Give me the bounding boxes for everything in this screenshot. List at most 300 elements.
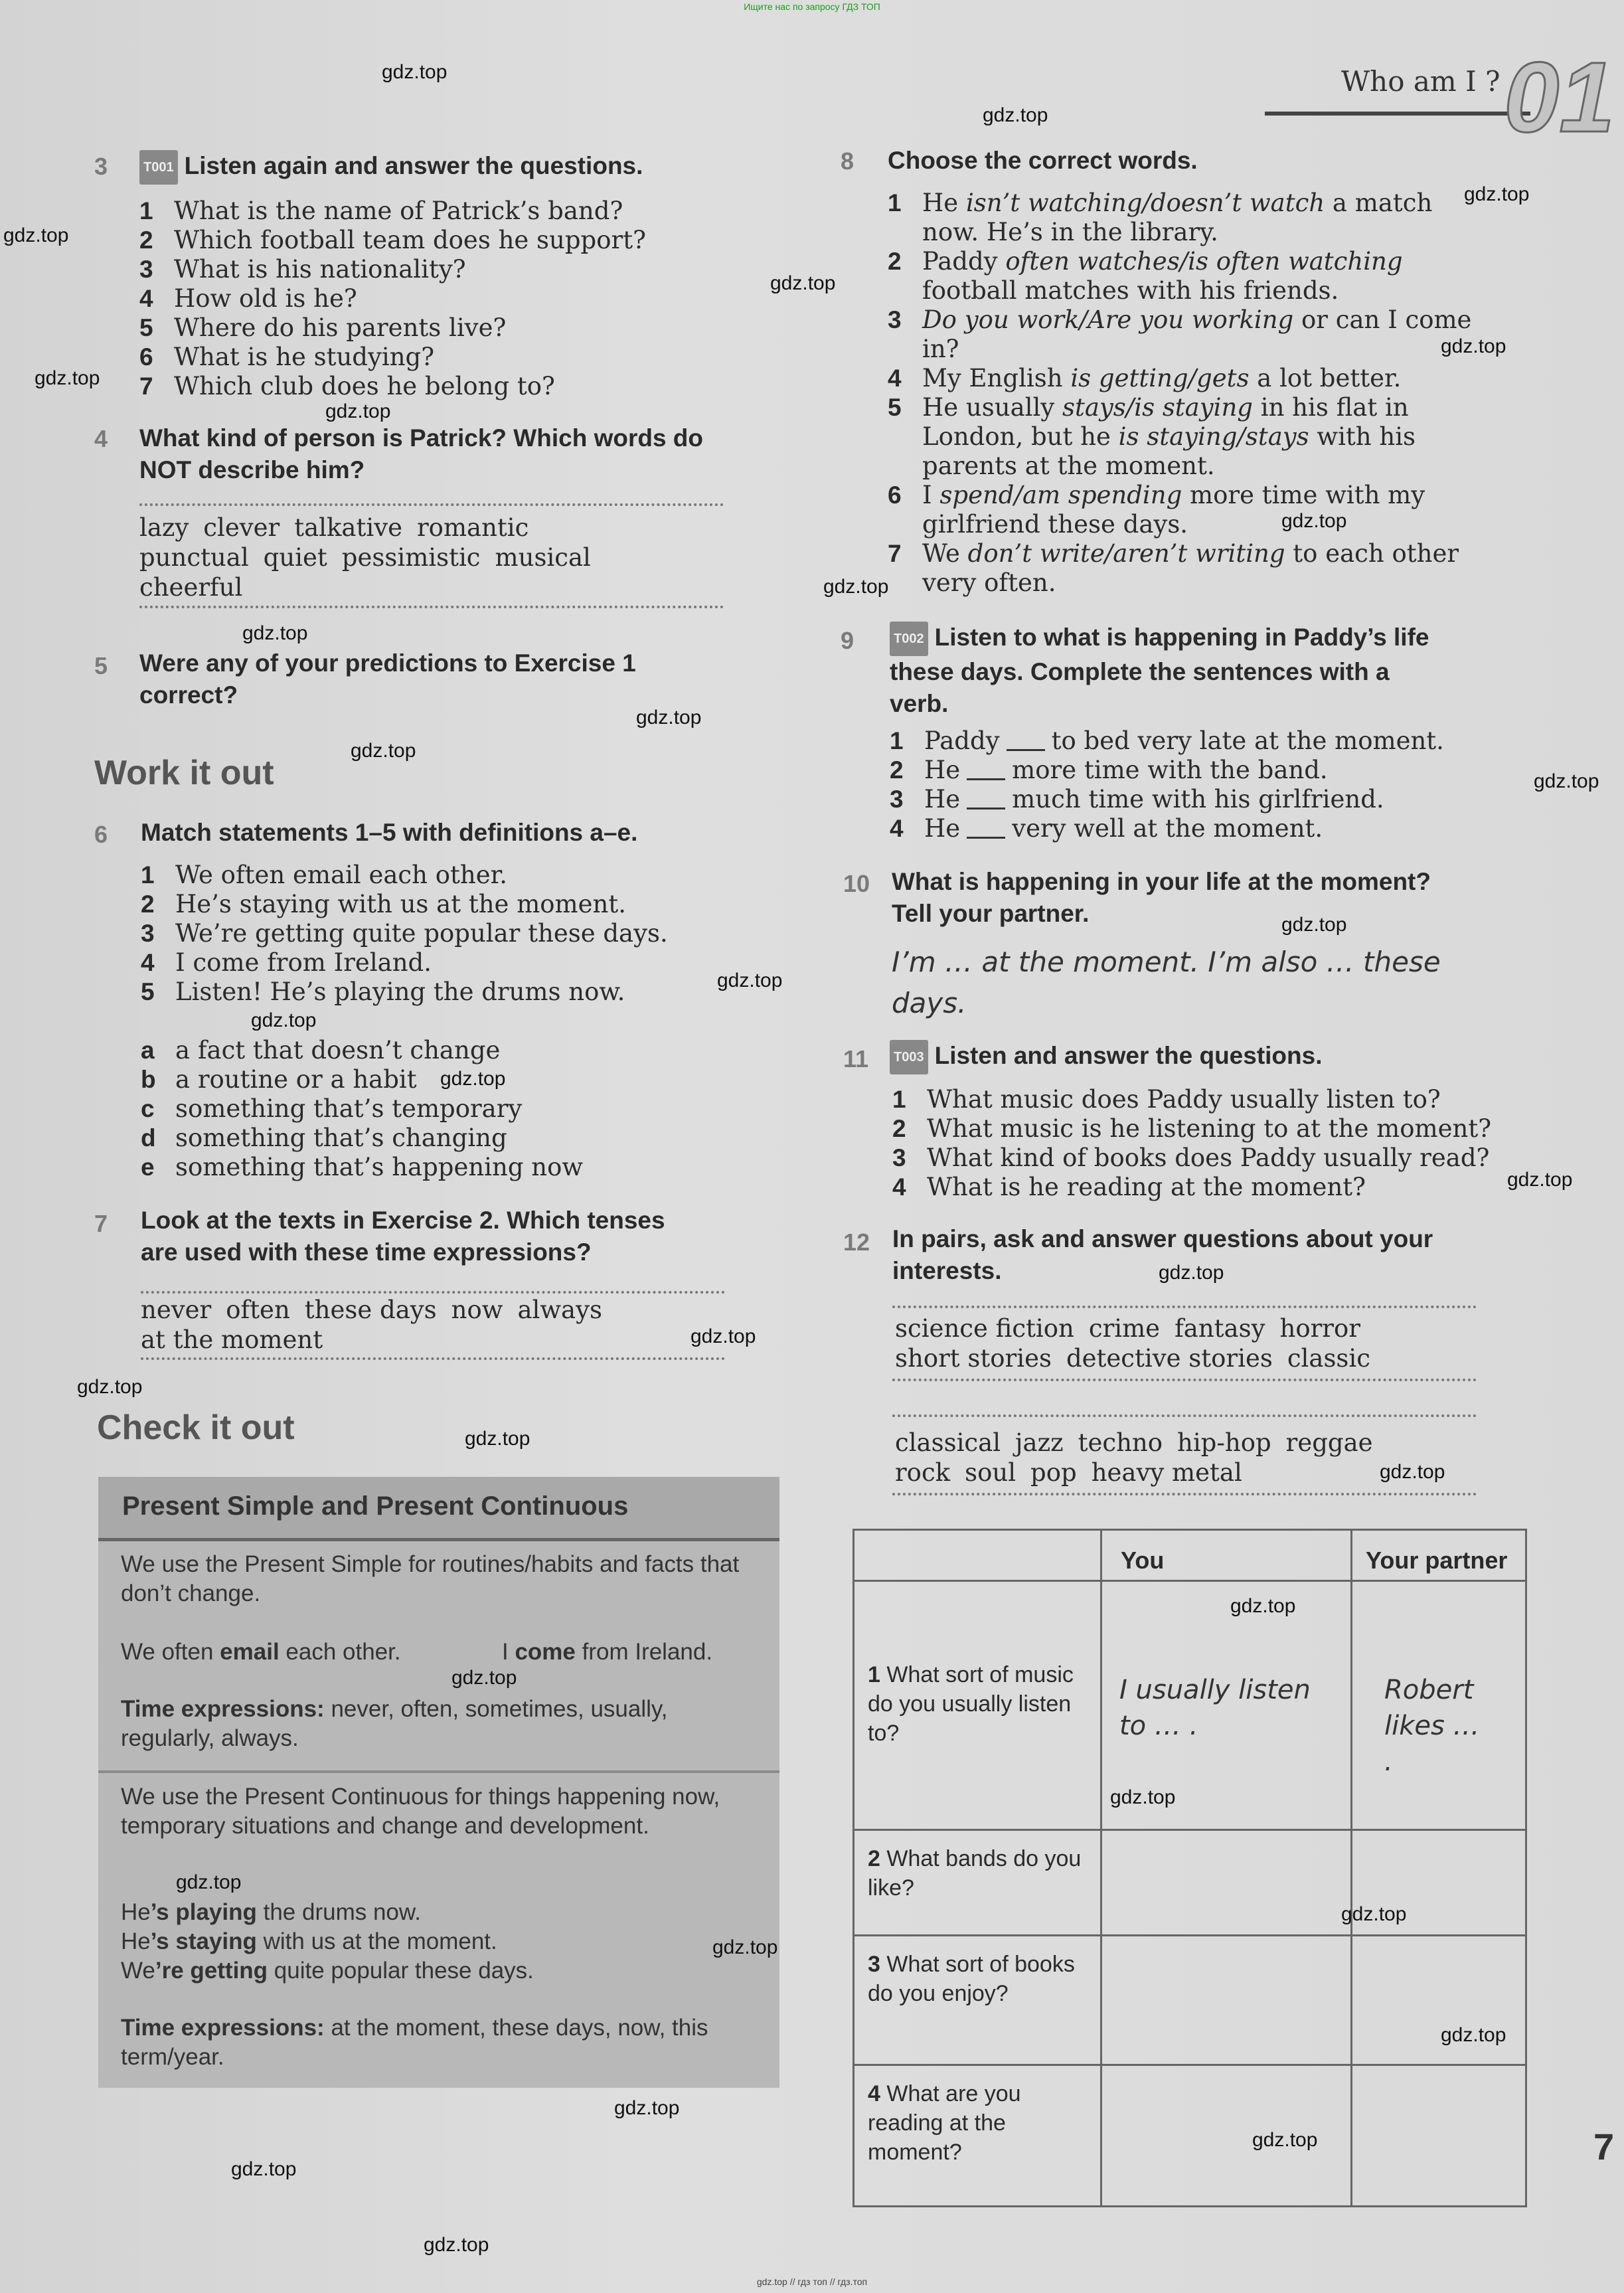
- word: reggae: [1285, 1428, 1373, 1457]
- word: musical: [495, 543, 591, 572]
- item-number: 4: [139, 285, 153, 312]
- item-number: 1: [890, 727, 904, 754]
- watermark: gdz.top: [1441, 335, 1506, 357]
- question-item: [139, 226, 777, 255]
- item-text: What kind of books does Paddy usually read?: [927, 1144, 1490, 1172]
- word-row: [895, 1343, 1493, 1373]
- ex8-number: 8: [841, 147, 854, 175]
- sentence-line: [888, 305, 1538, 335]
- item-number: 5: [139, 314, 153, 341]
- ex8-sentences: [888, 189, 1538, 598]
- item-number: 2: [890, 756, 904, 784]
- item-text: What is he studying?: [174, 343, 435, 371]
- word: heavy metal: [1091, 1458, 1242, 1487]
- text-fragment: parents at the moment.: [922, 452, 1215, 480]
- table-answer-partner[interactable]: [1352, 2065, 1526, 2207]
- ex7-number: 7: [94, 1210, 108, 1237]
- word: punctual: [139, 543, 249, 572]
- item-number: [888, 452, 922, 481]
- text-fragment: with his: [1309, 422, 1416, 451]
- word: often: [226, 1296, 290, 1324]
- word-row: [895, 1428, 1493, 1458]
- item-text: What is the name of Patrick’s band?: [174, 197, 623, 225]
- watermark: gdz.top: [424, 2234, 489, 2256]
- choice-options[interactable]: spend/am spending: [939, 481, 1182, 509]
- item-text: He’s staying with us at the moment.: [175, 890, 626, 918]
- item-text: I come from Ireland.: [175, 948, 432, 977]
- ex9-number: 9: [841, 627, 854, 654]
- watermark: gdz.top: [690, 1325, 756, 1347]
- word: at the moment: [141, 1325, 323, 1354]
- word: these days: [304, 1296, 437, 1324]
- word: cheerful: [139, 573, 243, 602]
- ex7-instruction: Look at the texts in Exercise 2. Which tenses are used with these time expressions?: [141, 1207, 665, 1266]
- word: pop: [1030, 1458, 1077, 1487]
- text-fragment: I: [922, 481, 940, 509]
- item-number: e: [141, 1153, 155, 1181]
- sentence-line: [888, 364, 1538, 393]
- gap-blank[interactable]: [967, 814, 1005, 839]
- item-number: 5: [888, 394, 902, 421]
- item-number: 1: [892, 1086, 906, 1113]
- question-item: [139, 284, 777, 313]
- grammar-continuous-examples: He’s playing the drums now. He’s staying with us at the moment. We’re getting quite popular these days.: [121, 1899, 534, 1984]
- ex9-instruction: T002 Listen to what is happening in Paddy’s life these days. Complete the sentences with a verb.: [890, 622, 1527, 720]
- work-it-out-heading: Work it out: [94, 754, 274, 792]
- item-number: 3: [141, 920, 155, 947]
- watermark: gdz.top: [1159, 1262, 1224, 1284]
- item-number: 4: [892, 1173, 906, 1201]
- question-item: [892, 1114, 1543, 1144]
- item-text: something that’s changing: [175, 1124, 507, 1152]
- ex6-statements: [141, 861, 778, 1007]
- item-text: [922, 510, 1188, 539]
- table-question: 3 What sort of books do you enjoy?: [854, 1936, 1101, 2065]
- ex4-number: 4: [94, 425, 108, 452]
- ex12-rule-3: [892, 1414, 1477, 1417]
- table-answer-you[interactable]: [1101, 1936, 1352, 2065]
- watermark: gdz.top: [451, 1667, 517, 1689]
- grammar-example-1: We often email each other.: [121, 1639, 401, 1665]
- item-number: 4: [888, 365, 902, 392]
- item-text: Which football team does he support?: [174, 226, 646, 254]
- grammar-box-title: Present Simple and Present Continuous: [122, 1491, 629, 1521]
- table-row: [854, 1936, 1526, 2065]
- item-number: 3: [890, 786, 904, 813]
- watermark: gdz.top: [770, 272, 836, 294]
- definition-item: [141, 1124, 778, 1153]
- sentence-end: very well at the moment.: [1012, 814, 1323, 843]
- item-number: 1: [139, 197, 153, 224]
- statement-item: [141, 948, 778, 977]
- watermark: gdz.top: [1507, 1169, 1573, 1191]
- watermark: gdz.top: [77, 1376, 143, 1398]
- item-number: 1: [141, 861, 155, 889]
- ex12-number: 12: [843, 1229, 870, 1256]
- ex12-book-types: [895, 1314, 1493, 1373]
- text-fragment: London, but he: [922, 422, 1119, 451]
- grammar-example-2: I come from Ireland.: [502, 1639, 713, 1665]
- watermark: gdz.top: [1230, 1595, 1296, 1617]
- watermark: gdz.top: [3, 224, 69, 246]
- item-number: 3: [888, 306, 902, 333]
- watermark: gdz.top: [251, 1009, 317, 1031]
- grammar-divider: [98, 1770, 779, 1773]
- column-header-partner: Your partner: [1352, 1530, 1526, 1581]
- item-text: [922, 452, 1215, 481]
- item-number: 6: [888, 481, 902, 509]
- item-text: [922, 364, 1401, 393]
- sentence-line: [888, 422, 1538, 452]
- gap-blank[interactable]: [967, 785, 1005, 809]
- text-fragment: girlfriend these days.: [922, 510, 1188, 539]
- word: pessimistic: [341, 543, 481, 572]
- word: science fiction: [895, 1314, 1074, 1343]
- item-number: 3: [892, 1144, 906, 1171]
- word-row: [141, 1295, 738, 1325]
- item-text: We’re getting quite popular these days.: [175, 919, 668, 948]
- item-number: b: [141, 1066, 156, 1093]
- item-text: What is he reading at the moment?: [927, 1173, 1366, 1201]
- watermark: gdz.top: [242, 622, 308, 644]
- table-row: [854, 2065, 1526, 2207]
- text-fragment: a match: [1325, 189, 1433, 217]
- watermark: gdz.top: [325, 400, 391, 422]
- word: detective stories: [1066, 1344, 1273, 1373]
- text-fragment: football matches with his friends.: [922, 276, 1339, 305]
- item-number: d: [141, 1124, 156, 1151]
- text-fragment: My English: [922, 364, 1071, 392]
- watermark: gdz.top: [382, 61, 447, 83]
- word: romantic: [417, 513, 529, 542]
- ex4-word-box: [139, 513, 737, 602]
- text-fragment: He usually: [922, 393, 1062, 422]
- word-row: [139, 513, 737, 543]
- item-text: [922, 335, 959, 364]
- ex4-rule-top: [139, 503, 724, 506]
- sentence-line: [888, 276, 1538, 305]
- question-item: [892, 1144, 1543, 1173]
- sentence-line: [888, 393, 1538, 422]
- item-text: [922, 539, 1459, 568]
- text-fragment: We: [922, 539, 968, 568]
- ex6-instruction: Match statements 1–5 with definitions a–e.: [141, 819, 638, 846]
- item-text: What music does Paddy usually listen to?: [927, 1085, 1441, 1114]
- question-item: [139, 255, 777, 284]
- bottom-note: gdz.top // гдз топ // гдз.топ: [756, 2276, 868, 2287]
- table-header-row: [854, 1530, 1526, 1581]
- item-number: [888, 568, 922, 598]
- watermark: gdz.top: [712, 1936, 778, 1958]
- item-number: 2: [139, 226, 153, 254]
- sentence-line: [888, 218, 1538, 247]
- sentence-line: [888, 510, 1538, 539]
- definition-item: [141, 1094, 778, 1124]
- word-row: [141, 1325, 738, 1355]
- ex12-rule-2: [892, 1379, 1477, 1381]
- watermark: gdz.top: [1341, 1903, 1407, 1925]
- gap-blank[interactable]: [1007, 726, 1045, 751]
- item-number: 4: [890, 815, 904, 842]
- item-text: a fact that doesn’t change: [175, 1036, 501, 1064]
- item-text: [922, 305, 1471, 335]
- item-number: 6: [139, 343, 153, 371]
- watermark: gdz.top: [614, 2097, 680, 2119]
- word-row: [139, 572, 737, 602]
- ex3-questions: [139, 197, 777, 401]
- word: hip-hop: [1177, 1428, 1271, 1457]
- ex4-instruction: What kind of person is Patrick? Which words do NOT describe him?: [139, 424, 704, 483]
- word: classic: [1287, 1344, 1370, 1373]
- word: talkative: [294, 513, 402, 542]
- table-row: [854, 1581, 1526, 1830]
- watermark: gdz.top: [983, 104, 1048, 126]
- word: crime: [1088, 1314, 1161, 1343]
- question-item: [892, 1085, 1543, 1114]
- sentence-line: [888, 247, 1538, 276]
- ex3-number: 3: [94, 153, 108, 180]
- word: soul: [965, 1458, 1016, 1487]
- gap-sentence: [890, 726, 1527, 756]
- table-question: 1 What sort of music do you usually listen to?: [854, 1581, 1101, 1830]
- item-text: What is his nationality?: [174, 255, 466, 284]
- item-number: 7: [139, 373, 153, 400]
- item-text: [922, 422, 1416, 452]
- item-text: something that’s happening now: [175, 1153, 584, 1181]
- item-number: [888, 510, 922, 539]
- item-number: [888, 276, 922, 305]
- item-number: 5: [141, 978, 155, 1005]
- choice-options[interactable]: often watches/is often watching: [1005, 247, 1403, 276]
- sentence-start: Paddy: [924, 726, 1000, 755]
- ex9-audio-code[interactable]: T002: [890, 622, 928, 656]
- word: jazz: [1015, 1428, 1064, 1457]
- sentence-end: to bed very late at the moment.: [1051, 726, 1444, 755]
- item-number: 4: [141, 949, 155, 976]
- table-row: [854, 1830, 1526, 1936]
- word: short stories: [895, 1344, 1052, 1373]
- item-number: 2: [892, 1115, 906, 1142]
- statement-item: [141, 919, 778, 948]
- item-text: [922, 218, 1218, 247]
- gap-blank[interactable]: [967, 756, 1005, 780]
- word: always: [517, 1296, 602, 1324]
- grammar-box: [98, 1477, 779, 2088]
- ex7-word-box: [141, 1295, 738, 1355]
- question-item: [139, 372, 777, 401]
- ex4-rule-bottom: [139, 606, 724, 608]
- text-fragment: in?: [922, 335, 959, 363]
- choice-options[interactable]: stays/is staying: [1062, 393, 1253, 422]
- item-number: 1: [888, 189, 902, 216]
- sentence-end: more time with the band.: [1012, 756, 1328, 784]
- statement-item: [141, 861, 778, 890]
- watermark: gdz.top: [351, 740, 416, 762]
- item-text: [922, 481, 1425, 510]
- watermark: gdz.top: [465, 1428, 530, 1450]
- ex11-audio-code[interactable]: T003: [890, 1040, 928, 1074]
- ex10-model-answer: I’m … at the moment. I’m also … these days.: [892, 946, 1441, 1019]
- ex7-rule-bottom: [141, 1357, 725, 1360]
- text-fragment: very often.: [922, 568, 1056, 597]
- question-item: [892, 1173, 1543, 1202]
- word-row: [895, 1314, 1493, 1343]
- ex9-sentences: [890, 726, 1527, 843]
- watermark: gdz.top: [636, 707, 702, 728]
- table-question: 2 What bands do you like?: [854, 1830, 1101, 1936]
- sentence-start: He: [924, 814, 961, 843]
- watermark: gdz.top: [823, 576, 889, 598]
- watermark: gdz.top: [1252, 2129, 1318, 2151]
- page-number: 7: [1593, 2126, 1615, 2167]
- statement-item: [141, 977, 778, 1007]
- item-text: [922, 568, 1056, 598]
- gap-sentence: [890, 785, 1527, 814]
- word: clever: [203, 513, 280, 542]
- item-text: What music is he listening to at the moment?: [927, 1114, 1492, 1143]
- item-text: How old is he?: [174, 284, 357, 313]
- item-text: [922, 247, 1403, 276]
- ex8-instruction: Choose the correct words.: [888, 147, 1198, 174]
- ex6-definitions: [141, 1036, 778, 1182]
- item-number: a: [141, 1037, 155, 1064]
- check-it-out-heading: Check it out: [97, 1408, 295, 1447]
- item-number: [888, 218, 922, 247]
- sentence-end: much time with his girlfriend.: [1012, 785, 1384, 813]
- ex12-rule-4: [892, 1493, 1477, 1495]
- text-fragment: a lot better.: [1249, 364, 1402, 392]
- item-number: [888, 335, 922, 364]
- text-fragment: now. He’s in the library.: [922, 218, 1218, 246]
- item-number: 2: [141, 891, 155, 918]
- watermark: gdz.top: [1534, 770, 1599, 792]
- watermark: gdz.top: [1441, 2024, 1506, 2046]
- watermark: gdz.top: [1380, 1461, 1445, 1483]
- choice-options[interactable]: is getting/gets: [1070, 364, 1250, 392]
- word: fantasy: [1175, 1314, 1265, 1343]
- sentence-start: He: [924, 785, 961, 813]
- table-answer-you[interactable]: I usually listen to … .: [1101, 1581, 1352, 1830]
- ex12-instruction: In pairs, ask and answer questions about your interests.: [892, 1225, 1433, 1284]
- word: horror: [1279, 1314, 1360, 1343]
- ex11-number: 11: [843, 1045, 869, 1072]
- word-row: [139, 543, 737, 572]
- word: quiet: [263, 543, 327, 572]
- text-fragment: or can I come: [1293, 305, 1472, 334]
- definition-item: [141, 1153, 778, 1182]
- table-corner-cell: [854, 1530, 1101, 1581]
- grammar-p2: We use the Present Continuous for things happening now, temporary situations and change and development.: [121, 1784, 720, 1839]
- item-text: We often email each other.: [175, 861, 507, 889]
- table-answer-partner[interactable]: Robert likes … .: [1352, 1581, 1526, 1830]
- ex3-audio-code[interactable]: T001: [139, 150, 178, 185]
- choice-options[interactable]: is staying/stays: [1118, 422, 1309, 451]
- ex10-instruction: What is happening in your life at the moment? Tell your partner.: [892, 868, 1431, 927]
- table-answer-you[interactable]: [1101, 1830, 1352, 1936]
- sentence-start: He: [924, 756, 961, 784]
- ex3-instruction: T001 Listen again and answer the questions.: [139, 150, 737, 185]
- interests-table: [853, 1529, 1527, 2207]
- question-item: [139, 313, 777, 343]
- ex5-number: 5: [94, 652, 108, 679]
- watermark: gdz.top: [35, 367, 100, 389]
- question-item: [139, 343, 777, 372]
- grammar-time-expressions-1: Time expressions: never, often, sometimes, usually, regularly, always.: [121, 1696, 668, 1751]
- unit-header: [1265, 41, 1624, 159]
- word: now: [451, 1296, 503, 1324]
- item-text: [922, 189, 1432, 218]
- watermark: gdz.top: [440, 1068, 506, 1090]
- choice-options[interactable]: Do you work/Are you working: [922, 305, 1294, 334]
- watermark: gdz.top: [176, 1871, 242, 1893]
- sentence-line: [888, 568, 1538, 598]
- word: never: [141, 1296, 212, 1324]
- text-fragment: He: [922, 189, 966, 217]
- watermark: gdz.top: [1110, 1786, 1176, 1808]
- item-number: [888, 422, 922, 452]
- ex11-instruction: T003 Listen and answer the questions.: [890, 1040, 1527, 1074]
- choice-options[interactable]: isn’t watching/doesn’t watch: [965, 189, 1325, 217]
- grammar-time-expressions-2: Time expressions: at the moment, these days, now, this term/year.: [121, 2015, 708, 2070]
- item-text: Where do his parents live?: [174, 313, 507, 342]
- unit-number: 01: [1504, 41, 1615, 153]
- statement-item: [141, 890, 778, 919]
- watermark: gdz.top: [231, 2158, 297, 2180]
- item-text: [922, 276, 1339, 305]
- ex5-instruction: Were any of your predictions to Exercise 1 correct?: [139, 649, 636, 709]
- item-text: Listen! He’s playing the drums now.: [175, 977, 625, 1006]
- definition-item: [141, 1036, 778, 1065]
- table-question: 4 What are you reading at the moment?: [854, 2065, 1101, 2207]
- watermark: gdz.top: [1464, 183, 1530, 205]
- ex7-rule-top: [141, 1291, 725, 1294]
- item-number: 3: [139, 256, 153, 283]
- sentence-line: [888, 452, 1538, 481]
- text-fragment: Paddy: [922, 247, 1006, 276]
- gap-sentence: [890, 814, 1527, 843]
- choice-options[interactable]: don’t write/aren’t writing: [967, 539, 1285, 568]
- watermark: gdz.top: [1281, 914, 1347, 936]
- watermark: gdz.top: [717, 970, 783, 991]
- grammar-p1: We use the Present Simple for routines/habits and facts that don’t change.: [121, 1551, 740, 1606]
- item-text: [922, 393, 1409, 422]
- sentence-line: [888, 539, 1538, 568]
- question-item: [139, 197, 777, 226]
- word: techno: [1078, 1428, 1163, 1457]
- ex10-number: 10: [843, 870, 870, 897]
- item-number: c: [141, 1095, 155, 1122]
- watermark: gdz.top: [1281, 510, 1347, 532]
- top-note: Ищите нас по запросу ГДЗ ТОП: [744, 1, 880, 12]
- text-fragment: to each other: [1285, 539, 1459, 568]
- word: rock: [895, 1458, 951, 1487]
- ex12-rule-1: [892, 1306, 1477, 1308]
- sentence-line: [888, 481, 1538, 510]
- text-fragment: more time with my: [1182, 481, 1425, 509]
- item-text: a routine or a habit: [175, 1065, 417, 1094]
- item-text: something that’s temporary: [175, 1094, 523, 1123]
- unit-title: Who am I ?: [1341, 65, 1501, 98]
- item-number: 7: [888, 540, 902, 567]
- item-number: 2: [888, 248, 902, 275]
- ex11-questions: [892, 1085, 1543, 1202]
- word: lazy: [139, 513, 189, 542]
- item-text: Which club does he belong to?: [174, 372, 555, 400]
- ex6-number: 6: [94, 821, 108, 848]
- column-header-you: You: [1101, 1530, 1352, 1581]
- sentence-line: [888, 189, 1538, 218]
- unit-rule: [1265, 112, 1530, 116]
